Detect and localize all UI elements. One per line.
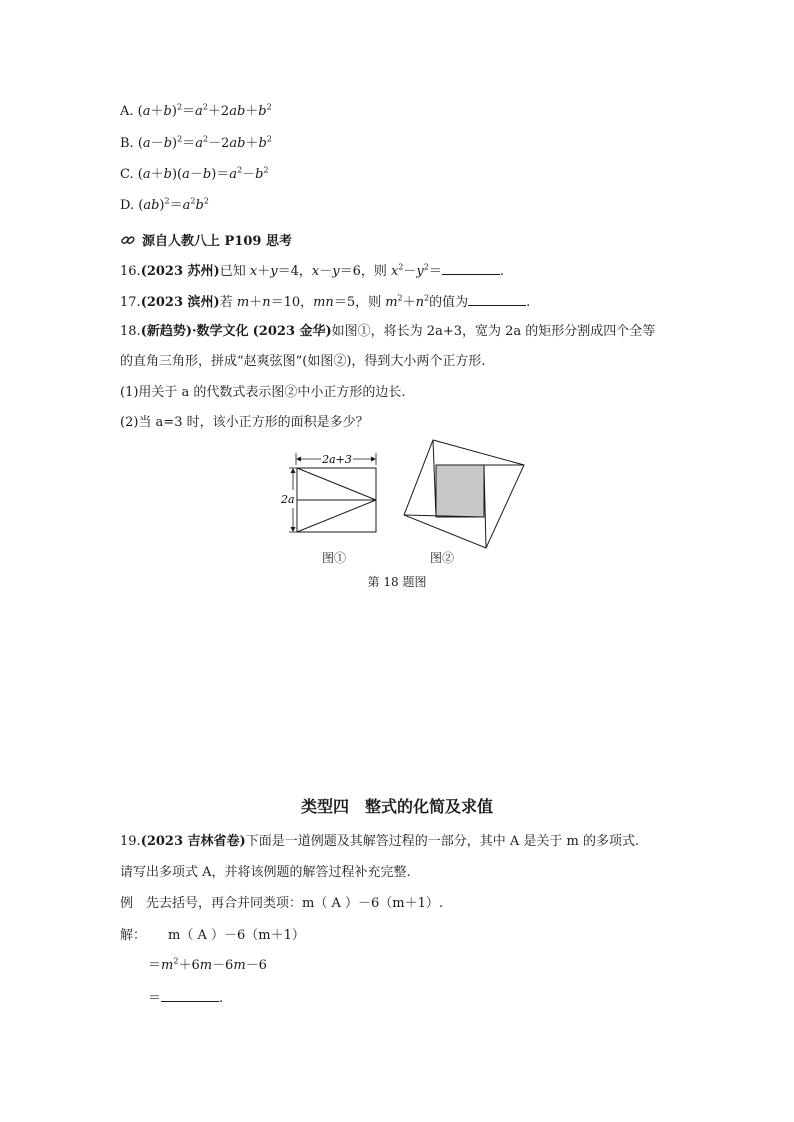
question-19-line1: 19.(2023 吉林省卷)下面是一道例题及其解答过程的一部分，其中 A 是关于 m 的多项式. (120, 834, 640, 849)
fig2-caption: 图② (430, 551, 455, 565)
link-icon (120, 233, 136, 247)
option-c: C. $(a+b)(a-b)=a^2-b^2$ (120, 165, 269, 182)
question-18-sub1: (1)用关于 a 的代数式表示图②中小正方形的边长. (120, 385, 406, 400)
small-square (436, 465, 484, 517)
fig1-caption: 图① (322, 551, 347, 565)
question-19-solution-line3: ＝ . (148, 991, 224, 1006)
option-b: B. $(a-b)^2=a^2-2ab+b^2$ (120, 134, 272, 151)
answer-blank[interactable] (442, 262, 500, 275)
section-title: 类型四 整式的化简及求值 (300, 797, 493, 816)
answer-blank[interactable] (161, 989, 219, 1002)
question-19-line2: 请写出多项式 A，并将该例题的解答过程补充完整. (120, 865, 411, 880)
question-18-sub2: (2)当 a=3 时，该小正方形的面积是多少？ (120, 415, 369, 430)
source-note: 源自人教八上 P109 思考 (120, 230, 292, 249)
question-16: 16.(2023 苏州)已知 x＋y＝4，x－y＝6，则 $x^2-y^2=$ . (120, 262, 505, 279)
question-18-line2: 的直角三角形，拼成“赵爽弦图”(如图②)，得到大小两个正方形. (120, 354, 486, 369)
question-18-line1: 18.(新趋势)·数学文化 (2023 金华)如图①，将长为 2a+3，宽为 2a 的矩形分割成四个全等 (120, 324, 656, 339)
figure-2 (400, 435, 530, 553)
question-17: 17.(2023 滨州)若 m＋n＝10，mn＝5，则 $m^2+n^2$的值为 . (120, 293, 531, 310)
figure-1 (275, 450, 390, 545)
option-a: A. $(a+b)^2=a^2+2ab+b^2$ (120, 102, 272, 119)
answer-blank[interactable] (468, 293, 526, 306)
question-19-example: 例 先去括号，再合并同类项：m（ A ）－6（m＋1）. (120, 896, 443, 911)
question-19-solution-line2: $=m^2+6m-6m-6$ (148, 956, 267, 973)
question-19-solution-line1: 解： m（ A ）－6（m＋1） (120, 928, 305, 943)
fig1-width-label: 2a+3 (322, 453, 352, 466)
fig1-height-label: 2a (281, 493, 295, 506)
option-d: D. $(ab)^2=a^2b^2$ (120, 196, 209, 213)
figure-caption: 第 18 题图 (367, 575, 427, 589)
